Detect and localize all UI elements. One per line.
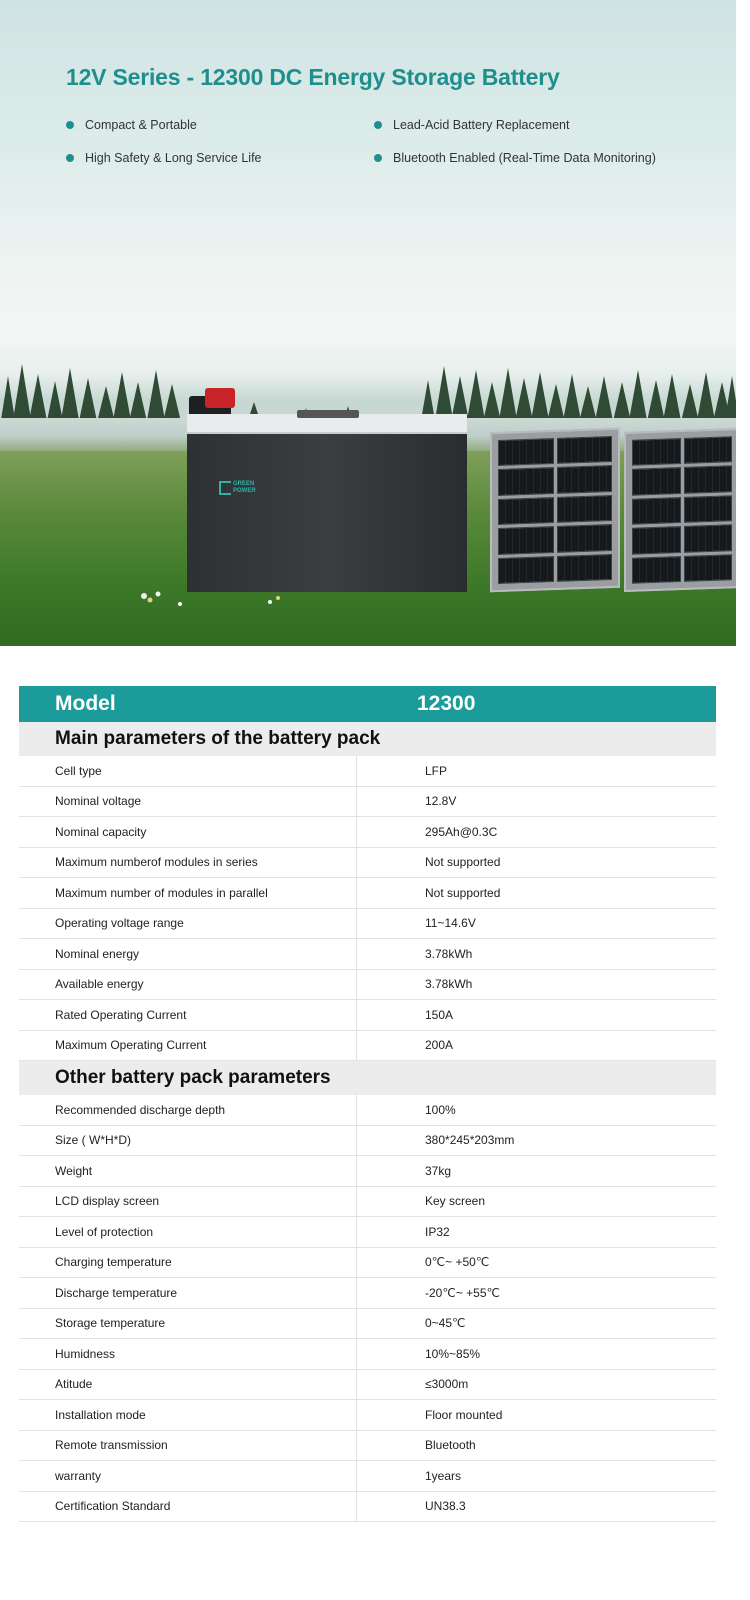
feature-label: Lead-Acid Battery Replacement [393,118,570,132]
param-value: 295Ah@0.3C [425,824,498,839]
param-name: Cell type [19,756,357,786]
param-value: 150A [425,1007,454,1022]
brand-logo: GREEN POWER [219,480,265,496]
feature-item [374,151,656,165]
param-name: Certification Standard [19,1492,357,1522]
param-value: Not supported [425,885,501,900]
section-rows [19,756,716,1061]
table-row [19,909,716,940]
param-name: Atitude [19,1370,357,1400]
logo-mark-icon [219,481,231,495]
table-row [19,1156,716,1187]
param-name: Nominal voltage [19,787,357,817]
feature-item [66,151,262,165]
feature-label: High Safety & Long Service Life [85,151,262,165]
table-row [19,878,716,909]
param-name: Nominal capacity [19,817,357,847]
feature-label: Compact & Portable [85,118,197,132]
table-row [19,1248,716,1279]
header-label: Model [55,692,116,715]
table-row [19,1492,716,1523]
param-name: Remote transmission [19,1431,357,1461]
table-row [19,848,716,879]
param-value: 380*245*203mm [425,1133,515,1148]
param-value: IP32 [425,1224,450,1239]
table-row [19,756,716,787]
header-value: 12300 [417,692,476,715]
param-value: 0~45℃ [425,1316,466,1331]
param-name: LCD display screen [19,1187,357,1217]
param-value: 11~14.6V [425,916,476,931]
param-name: Maximum Operating Current [19,1031,357,1061]
param-name: Recommended discharge depth [19,1095,357,1125]
table-row [19,1370,716,1401]
param-value: 200A [425,1038,454,1053]
table-row [19,1031,716,1062]
section-title: Main parameters of the battery pack [19,722,716,756]
param-value: 10%~85% [425,1346,481,1361]
solar-panel-right [624,428,736,592]
param-value: UN38.3 [425,1499,466,1514]
battery-terminal-positive-icon [205,388,235,408]
param-name: Installation mode [19,1400,357,1430]
param-value: 37kg [425,1163,452,1178]
param-name: Weight [19,1156,357,1186]
param-value: Key screen [425,1194,486,1209]
param-value: 12.8V [425,794,457,809]
battery-product-image [187,414,467,594]
param-name: Available energy [19,970,357,1000]
section-rows [19,1095,716,1522]
param-name: Humidness [19,1339,357,1369]
param-name: Charging temperature [19,1248,357,1278]
table-row [19,1095,716,1126]
feature-item [374,118,569,132]
param-value: Not supported [425,855,501,870]
section-title: Other battery pack parameters [19,1061,716,1095]
param-name: warranty [19,1461,357,1491]
feature-item [66,118,197,132]
battery-handle [297,410,359,418]
solar-panel-left [490,428,620,593]
feature-label: Bluetooth Enabled (Real-Time Data Monitoring) [393,151,656,165]
table-row [19,1431,716,1462]
battery-body [187,434,467,592]
param-value: Bluetooth [425,1438,476,1453]
param-value: -20℃~ +55℃ [425,1285,500,1300]
param-value: 100% [425,1102,456,1117]
flowers-decoration [120,576,300,616]
table-row [19,787,716,818]
page-title: 12V Series - 12300 DC Energy Storage Battery [66,64,560,90]
table-row [19,1187,716,1218]
table-row [19,970,716,1001]
table-row [19,1339,716,1370]
bullet-dot-icon [374,121,382,129]
table-row [19,1309,716,1340]
param-name: Level of protection [19,1217,357,1247]
table-row [19,939,716,970]
param-name: Storage temperature [19,1309,357,1339]
spec-table [19,686,716,1522]
bullet-dot-icon [374,154,382,162]
hero-banner [0,0,736,646]
param-name: Discharge temperature [19,1278,357,1308]
table-row [19,1217,716,1248]
bullet-dot-icon [66,121,74,129]
param-value: ≤3000m [425,1377,469,1392]
table-row [19,1461,716,1492]
table-row [19,1278,716,1309]
table-row [19,1000,716,1031]
param-name: Maximum number of modules in parallel [19,878,357,908]
param-value: 0℃~ +50℃ [425,1255,490,1270]
param-name: Size ( W*H*D) [19,1126,357,1156]
param-name: Maximum numberof modules in series [19,848,357,878]
param-value: 3.78kWh [425,977,473,992]
table-row [19,817,716,848]
param-value: 3.78kWh [425,946,473,961]
param-value: LFP [425,763,448,778]
param-value: Floor mounted [425,1407,503,1422]
table-row [19,1126,716,1157]
param-name: Operating voltage range [19,909,357,939]
product-photo [0,356,736,646]
table-row [19,1400,716,1431]
solar-panel-image [478,430,736,590]
bullet-dot-icon [66,154,74,162]
param-value: 1years [425,1468,462,1483]
param-name: Nominal energy [19,939,357,969]
table-header-row [19,686,716,722]
param-name: Rated Operating Current [19,1000,357,1030]
